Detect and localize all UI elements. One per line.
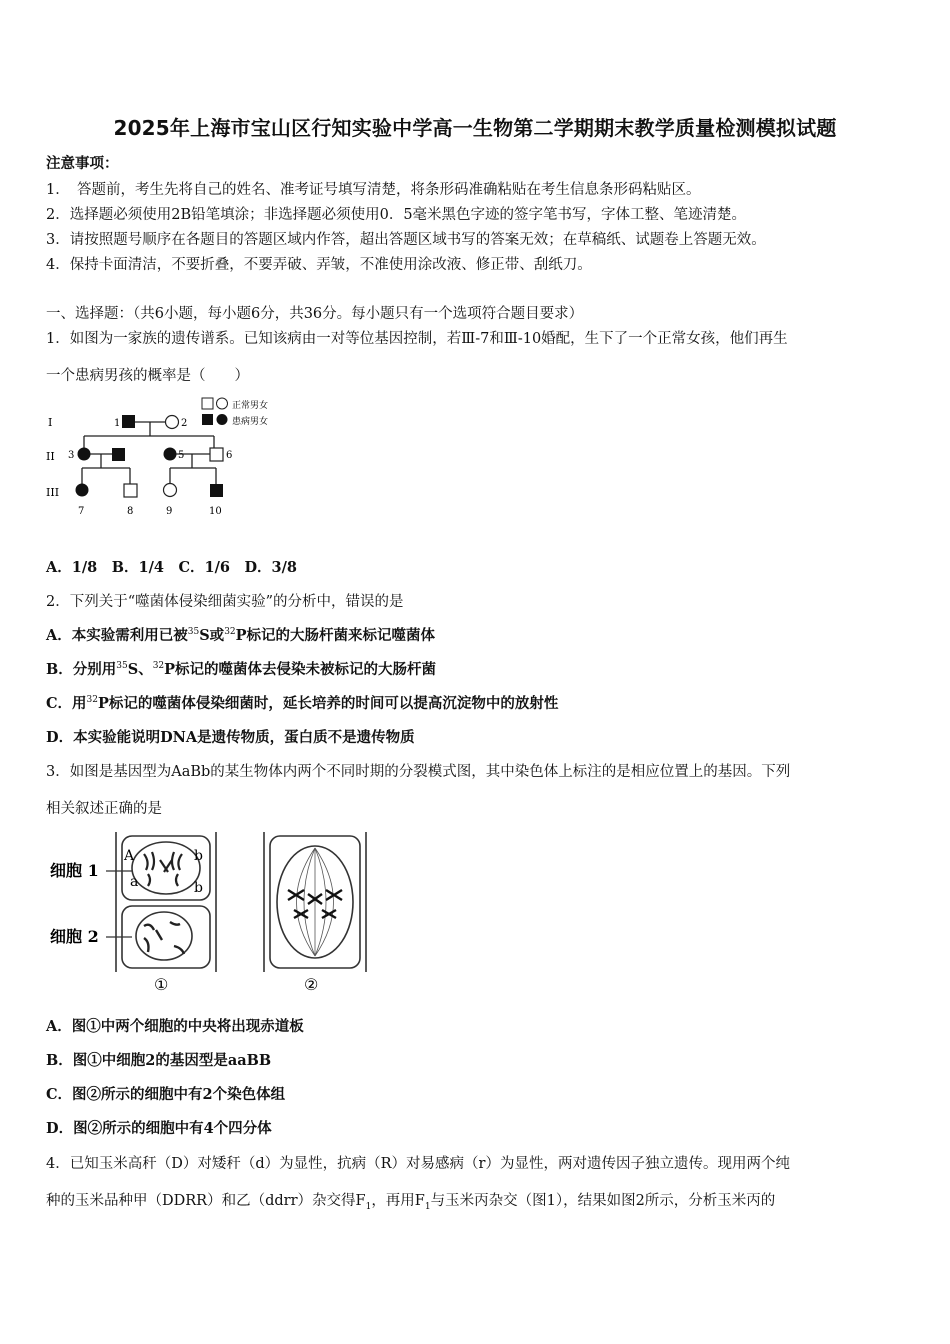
legend-affected-text: 患病男女	[232, 417, 269, 427]
notice-item-1: 1． 答题前，考生先将自己的姓名、准考证号填写清楚，将条形码准确粘贴在考生信息条形码粘贴区。	[46, 182, 701, 198]
legend-affected-male	[202, 414, 213, 425]
id-1: 1	[114, 418, 121, 429]
q2-option-c: C．用$^{32}$P标记的噬菌体侵染细菌时，延长培养的时间可以提高沉淀物中的放射性	[46, 695, 559, 712]
notice-item-4: 4．保持卡面清洁，不要折叠，不要弄破、弄皱，不准使用涂改液、修正带、刮纸刀。	[46, 257, 592, 273]
panel-label-2: ②	[304, 975, 319, 994]
q1-stem-line1: 1．如图为一家族的遗传谱系。已知该病由一对等位基因控制，若Ⅲ-7和Ⅲ-10婚配，生下了一个正常女孩，他们再生	[46, 331, 788, 347]
id-9: 9	[166, 506, 173, 517]
q4-stem-line1: 4．已知玉米高秆（D）对矮秆（d）为显性，抗病（R）对易感病（r）为显性，两对遗传因子独立遗传。现用两个纯	[46, 1156, 790, 1172]
notice-item-2: 2．选择题必须使用2B铅笔填涂；非选择题必须使用0．5毫米黑色字迹的签字笔书写，字体工整、笔迹清楚。	[46, 207, 747, 223]
legend-normal-text: 正常男女	[232, 401, 269, 411]
normal-male	[124, 484, 137, 497]
q2-stem: 2．下列关于“噬菌体侵染细菌实验”的分析中，错误的是	[46, 594, 404, 610]
id-5: 5	[178, 450, 185, 461]
q3-option-a: A．图①中两个细胞的中央将出现赤道板	[46, 1018, 304, 1035]
section-heading: 一、选择题：（共6小题，每小题6分，共36分。每小题只有一个选项符合题目要求）	[46, 306, 584, 322]
legend-normal-male	[202, 398, 213, 409]
affected-male	[112, 448, 125, 461]
notice-heading: 注意事项：	[46, 155, 119, 172]
panel-label-1: ①	[154, 975, 169, 994]
q3-option-d: D．图②所示的细胞中有4个四分体	[46, 1120, 272, 1137]
q3-option-b: B．图①中细胞2的基因型是aaBB	[46, 1052, 272, 1069]
q3-stem-line2: 相关叙述正确的是	[46, 801, 162, 817]
gen-label-ii: II	[46, 450, 55, 463]
id-8: 8	[127, 506, 134, 517]
affected-male	[210, 484, 223, 497]
legend-affected-female	[217, 414, 228, 425]
id-6: 6	[226, 450, 233, 461]
gene-a: a	[130, 874, 139, 890]
gene-A: A	[124, 848, 135, 864]
q2-option-d: D．本实验能说明DNA是遗传物质，蛋白质不是遗传物质	[46, 729, 415, 746]
affected-male	[122, 415, 135, 428]
affected-female	[76, 484, 89, 497]
id-10: 10	[209, 506, 222, 517]
normal-female	[166, 416, 179, 429]
notice-item-3: 3．请按照题号顺序在各题目的答题区域内作答，超出答题区域书写的答案无效；在草稿纸、试题卷上答题无效。	[46, 232, 766, 248]
affected-female	[78, 448, 91, 461]
q4-stem-line2: 种的玉米品种甲（DDRR）和乙（ddrr）杂交得$F_1$，再用$F_1$与玉米丙杂交（图1），结果如图2所示，分析玉米丙的	[46, 1193, 776, 1212]
pedigree-figure	[44, 392, 294, 524]
normal-female	[164, 484, 177, 497]
gen-label-iii: III	[46, 486, 60, 499]
q1-stem-line2: 一个患病男孩的概率是（ ）	[46, 368, 249, 384]
gene-b-top: b	[194, 848, 203, 864]
legend-normal-female	[217, 398, 228, 409]
gen-label-i: I	[48, 416, 53, 429]
q2-option-a: A．本实验需利用已被$^{35}$S或$^{32}$P标记的大肠杆菌来标记噬菌体	[46, 627, 436, 644]
q2-option-b: B．分别用$^{35}$S、$^{32}$P标记的噬菌体去侵染未被标记的大肠杆菌	[46, 661, 437, 678]
normal-male	[210, 448, 223, 461]
cell-division-figure	[48, 830, 388, 996]
page-title: 2025年上海市宝山区行知实验中学高一生物第二学期期末教学质量检测模拟试题	[113, 116, 837, 140]
cell2-label: 细胞 2	[50, 927, 99, 946]
id-7: 7	[78, 506, 85, 517]
q3-option-c: C．图②所示的细胞中有2个染色体组	[46, 1086, 286, 1103]
q3-stem-line1: 3．如图是基因型为AaBb的某生物体内两个不同时期的分裂模式图，其中染色体上标注的是相应位置上的基因。下列	[46, 764, 791, 780]
q1-options: A．1/8 B．1/4 C．1/6 D．3/8	[46, 559, 298, 576]
id-3: 3	[68, 450, 75, 461]
cell1-label: 细胞 1	[50, 861, 99, 880]
gene-b-bottom: b	[194, 880, 203, 896]
id-2: 2	[181, 418, 188, 429]
affected-female	[164, 448, 177, 461]
